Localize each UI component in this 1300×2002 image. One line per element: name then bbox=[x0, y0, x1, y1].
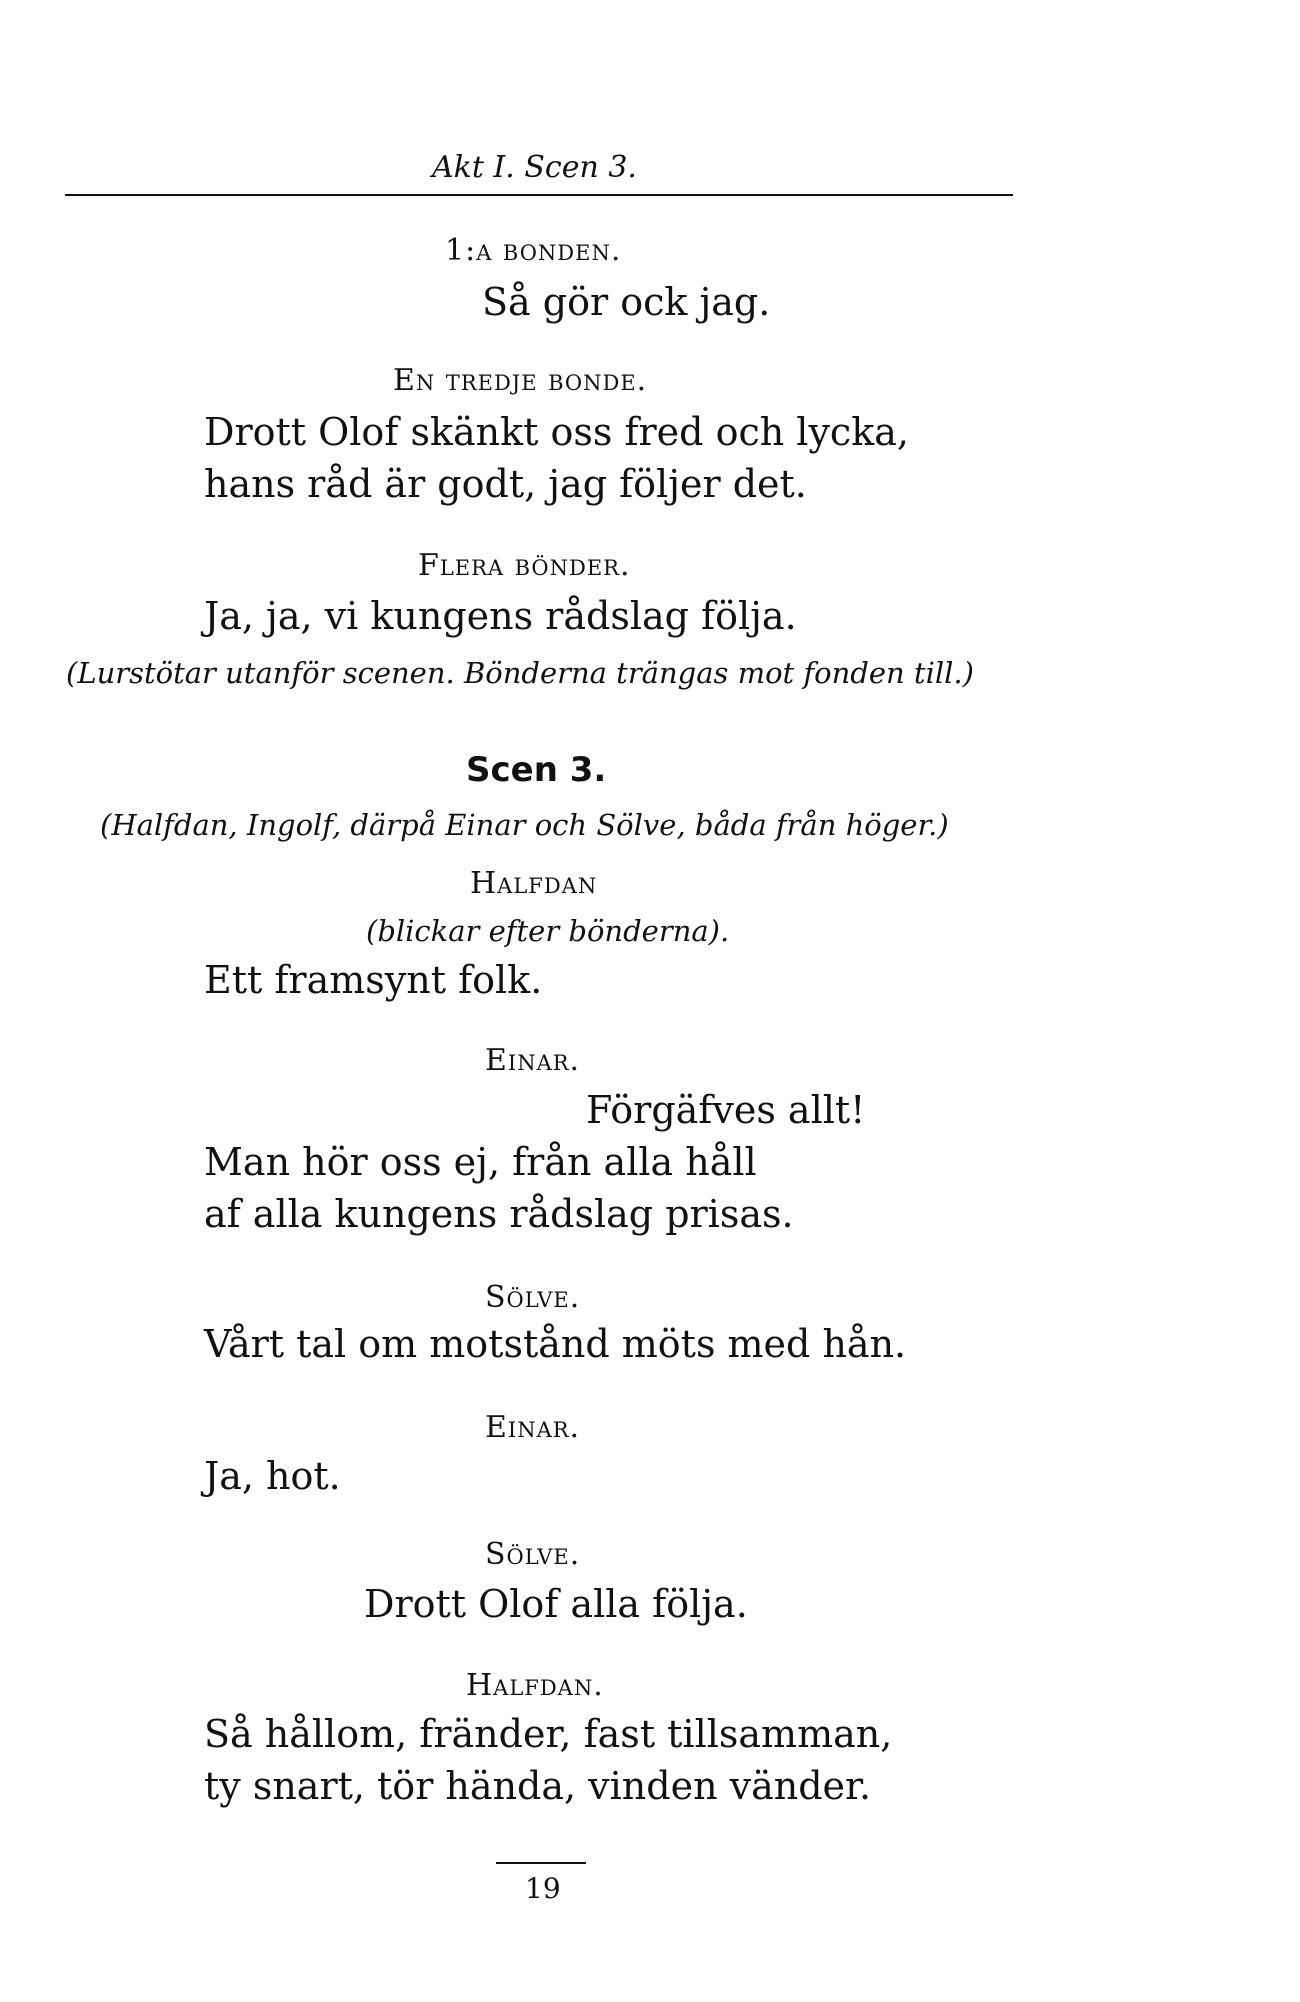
verse-line: af alla kungens rådslag prisas. bbox=[204, 1192, 794, 1236]
speaker-direction: (blickar efter bönderna). bbox=[366, 914, 730, 948]
verse-line: Drott Olof alla följa. bbox=[364, 1582, 748, 1626]
speaker-1a-bonden: 1:a bonden. bbox=[445, 233, 622, 268]
footer-rule bbox=[496, 1862, 586, 1864]
verse-line: Drott Olof skänkt oss fred och lycka, bbox=[204, 410, 909, 454]
verse-line: Förgäfves allt! bbox=[586, 1088, 866, 1132]
verse-line: Ja, hot. bbox=[204, 1454, 341, 1498]
speaker-flera-bonder: Flera bönder. bbox=[418, 548, 631, 583]
header-rule bbox=[65, 194, 1013, 196]
running-title: Akt I. Scen 3. bbox=[432, 150, 637, 185]
verse-line: Ett framsynt folk. bbox=[204, 958, 543, 1002]
verse-line: Man hör oss ej, från alla håll bbox=[204, 1140, 757, 1184]
verse-line: hans råd är godt, jag följer det. bbox=[204, 462, 807, 506]
verse-line: ty snart, tör hända, vinden vänder. bbox=[204, 1764, 872, 1808]
verse-line: Så gör ock jag. bbox=[482, 280, 771, 324]
scene-stage-direction: (Halfdan, Ingolf, därpå Einar och Sölve, båda från höger.) bbox=[100, 808, 949, 842]
stage-direction: (Lurstötar utanför scenen. Bönderna trängas mot fonden till.) bbox=[66, 656, 974, 690]
speaker-solve: Sölve. bbox=[485, 1537, 581, 1572]
speaker-halfdan: Halfdan bbox=[470, 866, 598, 901]
speaker-einar: Einar. bbox=[485, 1043, 581, 1078]
scene-heading: Scen 3. bbox=[466, 750, 607, 790]
verse-line: Ja, ja, vi kungens rådslag följa. bbox=[204, 594, 797, 638]
speaker-tredje-bonde: En tredje bonde. bbox=[393, 363, 648, 398]
speaker-einar: Einar. bbox=[485, 1410, 581, 1445]
speaker-solve: Sölve. bbox=[485, 1280, 581, 1315]
verse-line: Vårt tal om motstånd möts med hån. bbox=[204, 1322, 907, 1366]
speaker-halfdan: Halfdan. bbox=[466, 1668, 604, 1703]
page-number: 19 bbox=[525, 1872, 561, 1905]
verse-line: Så hållom, fränder, fast tillsamman, bbox=[204, 1712, 893, 1756]
